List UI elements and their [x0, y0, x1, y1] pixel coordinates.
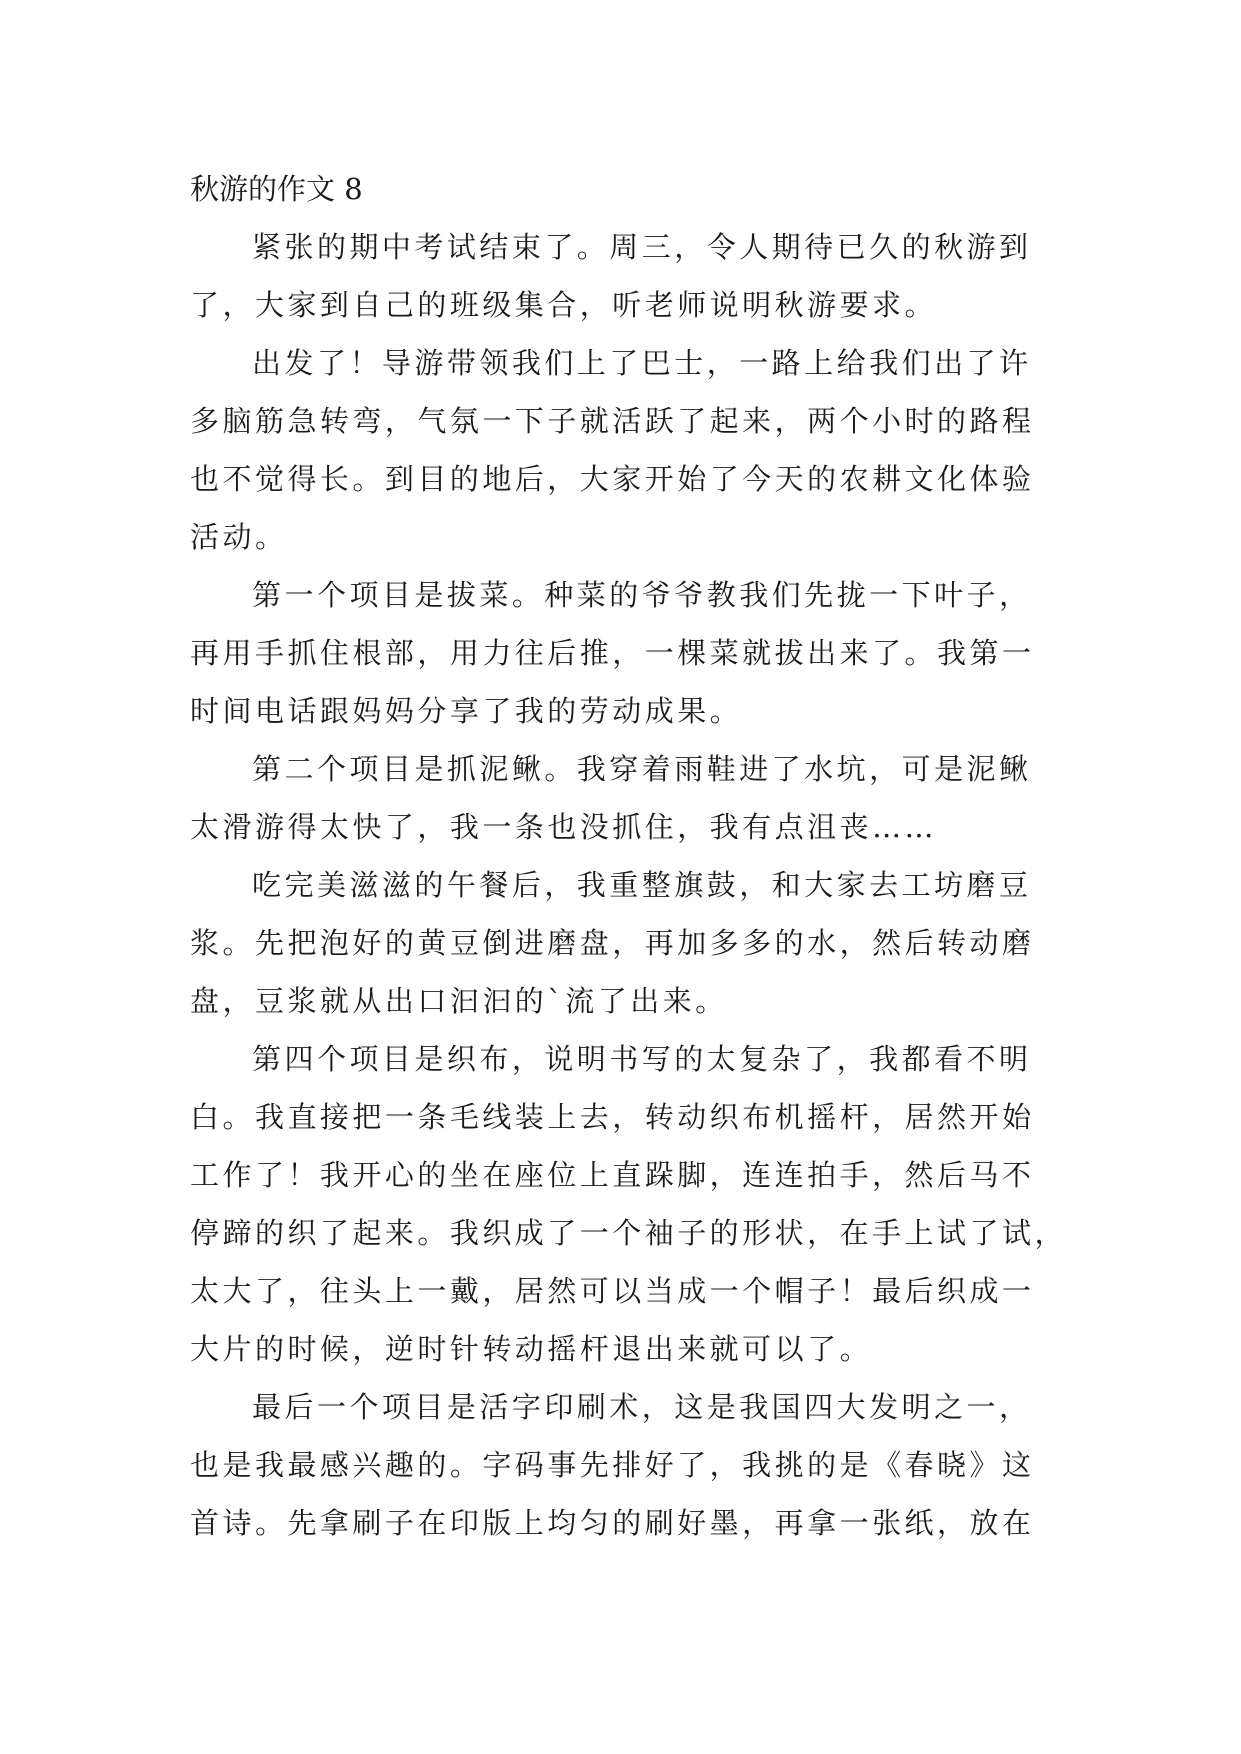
- text-line: 盘，豆浆就从出口汩汩的`流了出来。: [190, 984, 728, 1018]
- text-line: 第一个项目是拔菜。种菜的爷爷教我们先拢一下叶子，: [252, 578, 1032, 612]
- text-line: 浆。先把泡好的黄豆倒进磨盘，再加多多的水，然后转动磨: [190, 926, 1035, 960]
- document-title: 秋游的作文 8: [190, 172, 363, 206]
- text-line: 第四个项目是织布，说明书写的太复杂了，我都看不明: [252, 1042, 1032, 1076]
- text-line: 也不觉得长。到目的地后，大家开始了今天的农耕文化体验: [190, 462, 1035, 496]
- text-line: 了，大家到自己的班级集合，听老师说明秋游要求。: [190, 288, 938, 322]
- text-line: 第二个项目是抓泥鳅。我穿着雨鞋进了水坑，可是泥鳅: [252, 752, 1032, 786]
- text-line: 出发了！导游带领我们上了巴士，一路上给我们出了许: [252, 346, 1032, 380]
- text-line: 太大了，往头上一戴，居然可以当成一个帽子！最后织成一: [190, 1274, 1035, 1308]
- text-line: 最后一个项目是活字印刷术，这是我国四大发明之一，: [252, 1390, 1032, 1424]
- text-line: 工作了！我开心的坐在座位上直跺脚，连连拍手，然后马不: [190, 1158, 1035, 1192]
- text-line: 再用手抓住根部，用力往后推，一棵菜就拔出来了。我第一: [190, 636, 1035, 670]
- text-line: 大片的时候，逆时针转动摇杆退出来就可以了。: [190, 1332, 873, 1366]
- text-line: 首诗。先拿刷子在印版上均匀的刷好墨，再拿一张纸，放在: [190, 1506, 1035, 1540]
- text-line: 太滑游得太快了，我一条也没抓住，我有点沮丧……: [190, 810, 938, 844]
- text-line: 吃完美滋滋的午餐后，我重整旗鼓，和大家去工坊磨豆: [252, 868, 1032, 902]
- text-line: 时间电话跟妈妈分享了我的劳动成果。: [190, 694, 743, 728]
- text-line: 紧张的期中考试结束了。周三，令人期待已久的秋游到: [252, 230, 1032, 264]
- text-line: 也是我最感兴趣的。字码事先排好了，我挑的是《春晓》这: [190, 1448, 1035, 1482]
- text-line: 活动。: [190, 520, 288, 554]
- text-line: 停蹄的织了起来。我织成了一个袖子的形状，在手上试了试，: [190, 1216, 1067, 1250]
- text-line: 白。我直接把一条毛线装上去，转动织布机摇杆，居然开始: [190, 1100, 1035, 1134]
- text-line: 多脑筋急转弯，气氛一下子就活跃了起来，两个小时的路程: [190, 404, 1035, 438]
